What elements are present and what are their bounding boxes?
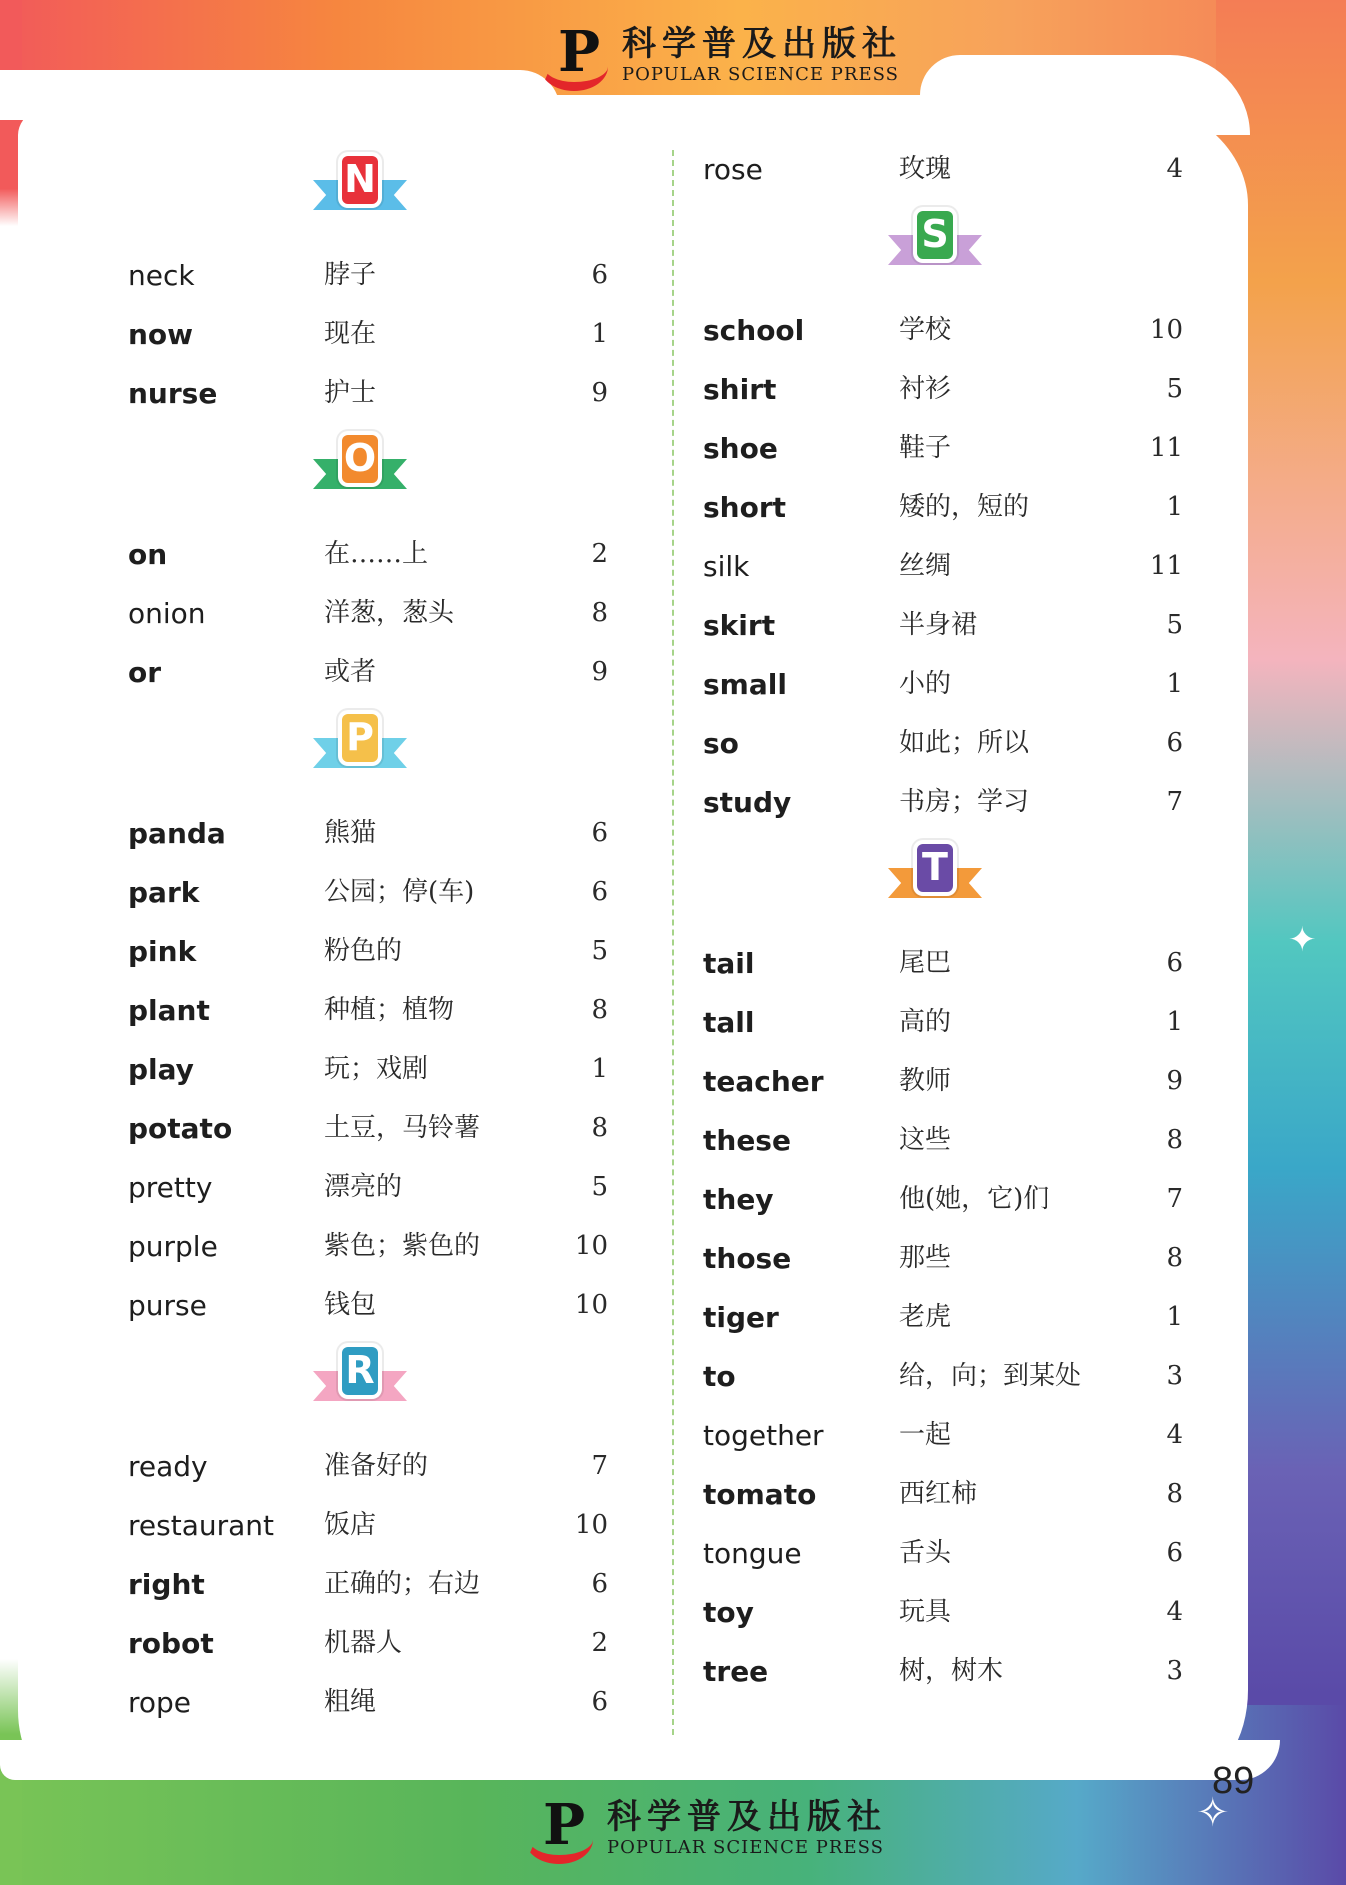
- vocab-meaning: 粉色的: [324, 936, 403, 966]
- vocab-entry: [128, 643, 608, 702]
- vocab-unit: 8: [591, 1113, 608, 1143]
- vocab-word: pretty: [128, 1171, 213, 1204]
- vocab-meaning: 那些: [899, 1243, 952, 1273]
- vocab-word: panda: [128, 817, 226, 850]
- vocab-entry: [703, 1642, 1183, 1701]
- vocab-word: teacher: [703, 1065, 824, 1098]
- vocab-meaning: 高的: [899, 1007, 952, 1037]
- vocab-word: or: [128, 656, 162, 689]
- vocab-meaning: 洋葱，葱头: [324, 598, 455, 628]
- vocab-meaning: 脖子: [324, 260, 377, 290]
- vocab-entry: [128, 305, 608, 364]
- letter-badge-icon: [313, 1348, 407, 1399]
- vocab-entry: [703, 714, 1183, 773]
- letter-heading-p: [128, 702, 608, 804]
- vocab-word: ready: [128, 1450, 208, 1483]
- vocab-unit: 1: [591, 319, 608, 349]
- letter-badge: R: [342, 1347, 378, 1395]
- vocab-meaning: 准备好的: [324, 1451, 429, 1481]
- letter-heading-t: [703, 832, 1183, 934]
- vocab-entry: [128, 1496, 608, 1555]
- vocab-unit: 2: [591, 1628, 608, 1658]
- vocab-word: school: [703, 314, 805, 347]
- vocab-word: purple: [128, 1230, 218, 1263]
- vocab-meaning: 一起: [899, 1420, 952, 1450]
- vocab-unit: 4: [1166, 154, 1183, 184]
- vocab-entry: [128, 1158, 608, 1217]
- vocab-word: to: [703, 1360, 736, 1393]
- vocab-unit: 7: [1166, 1184, 1183, 1214]
- vocab-unit: 1: [1166, 1007, 1183, 1037]
- vocab-entry: [128, 364, 608, 423]
- vocab-unit: 5: [1166, 374, 1183, 404]
- vocab-meaning: 饭店: [324, 1510, 377, 1540]
- letter-heading-s: [703, 199, 1183, 301]
- vocab-meaning: 小的: [899, 669, 952, 699]
- vocab-meaning: 鞋子: [899, 433, 952, 463]
- vocab-word: skirt: [703, 609, 776, 642]
- vocab-word: park: [128, 876, 200, 909]
- vocab-unit: 6: [591, 1687, 608, 1717]
- vocab-unit: 10: [1149, 315, 1183, 345]
- letter-badge: N: [342, 156, 378, 204]
- vocab-entry: [128, 1217, 608, 1276]
- vocab-word: rose: [703, 153, 763, 186]
- vocab-unit: 8: [1166, 1125, 1183, 1155]
- vocab-unit: 5: [1166, 610, 1183, 640]
- vocab-entry: [128, 1673, 608, 1732]
- vocab-unit: 6: [1166, 1538, 1183, 1568]
- vocab-word: so: [703, 727, 739, 760]
- vocab-meaning: 种植；植物: [324, 995, 455, 1025]
- vocab-unit: 6: [591, 260, 608, 290]
- vocab-meaning: 如此；所以: [899, 728, 1030, 758]
- vocab-meaning: 现在: [324, 319, 377, 349]
- vocab-meaning: 书房；学习: [899, 787, 1030, 817]
- letter-badge: T: [917, 844, 953, 892]
- vocab-entry: [703, 1583, 1183, 1642]
- vocab-word: those: [703, 1242, 792, 1275]
- vocab-entry: [703, 140, 1183, 199]
- vocab-entry: [128, 1555, 608, 1614]
- vocab-unit: 9: [591, 657, 608, 687]
- vocab-entry: [703, 478, 1183, 537]
- vocab-entry: [703, 934, 1183, 993]
- vocab-word: neck: [128, 259, 195, 292]
- vocab-meaning: 玫瑰: [899, 154, 952, 184]
- paper-edge: [920, 55, 1250, 135]
- vocab-word: shoe: [703, 432, 778, 465]
- vocab-word: nurse: [128, 377, 218, 410]
- letter-badge: O: [342, 435, 378, 483]
- vocab-entry: [703, 1229, 1183, 1288]
- column-divider: [672, 150, 674, 1735]
- vocab-word: purse: [128, 1289, 207, 1322]
- vocab-unit: 5: [591, 936, 608, 966]
- vocab-meaning: 舌头: [899, 1538, 952, 1568]
- vocab-word: tomato: [703, 1478, 817, 1511]
- vocab-word: shirt: [703, 373, 777, 406]
- vocab-meaning: 给，向；到某处: [899, 1361, 1082, 1391]
- vocab-meaning: 他(她，它)们: [899, 1184, 1050, 1214]
- vocab-entry: [128, 584, 608, 643]
- letter-heading-r: [128, 1335, 608, 1437]
- vocab-entry: [128, 1276, 608, 1335]
- vocab-unit: 2: [591, 539, 608, 569]
- vocab-word: tongue: [703, 1537, 802, 1570]
- vocab-entry: [128, 981, 608, 1040]
- vocab-unit: 7: [1166, 787, 1183, 817]
- paper-edge: [0, 1740, 1280, 1780]
- vocab-unit: 6: [1166, 728, 1183, 758]
- vocab-entry: [128, 525, 608, 584]
- vocab-entry: [703, 1524, 1183, 1583]
- publisher-name-cn: 科学普及出版社: [607, 1797, 887, 1837]
- vocab-word: on: [128, 538, 168, 571]
- vocab-unit: 10: [574, 1290, 608, 1320]
- vocab-word: plant: [128, 994, 210, 1027]
- vocab-entry: [703, 1406, 1183, 1465]
- vocab-word: these: [703, 1124, 791, 1157]
- vocab-unit: 3: [1166, 1361, 1183, 1391]
- vocab-unit: 11: [1149, 551, 1183, 581]
- vocab-unit: 3: [1166, 1656, 1183, 1686]
- vocab-entry: [703, 655, 1183, 714]
- vocab-entry: [703, 1052, 1183, 1111]
- letter-badge-icon: [888, 845, 982, 896]
- vocab-meaning: 树，树木: [899, 1656, 1004, 1686]
- vocab-unit: 9: [591, 378, 608, 408]
- vocab-entry: [128, 1099, 608, 1158]
- vocab-unit: 5: [591, 1172, 608, 1202]
- vocab-word: silk: [703, 550, 750, 583]
- vocab-meaning: 矮的，短的: [899, 492, 1030, 522]
- vocab-unit: 1: [1166, 1302, 1183, 1332]
- vocab-entry: [703, 1288, 1183, 1347]
- vocab-entry: [703, 1111, 1183, 1170]
- vocab-word: toy: [703, 1596, 754, 1629]
- vocab-unit: 4: [1166, 1597, 1183, 1627]
- publisher-logo-icon: P: [525, 1795, 597, 1861]
- letter-badge: P: [342, 714, 378, 762]
- vocab-unit: 1: [1166, 492, 1183, 522]
- page-number: 89: [1212, 1760, 1255, 1802]
- sparkle-icon: ✧: [1196, 1790, 1230, 1836]
- letter-badge-icon: [313, 157, 407, 208]
- vocab-entry: [703, 360, 1183, 419]
- vocab-meaning: 公园；停(车): [324, 877, 475, 907]
- vocab-entry: [703, 773, 1183, 832]
- vocab-entry: [703, 419, 1183, 478]
- vocab-word: study: [703, 786, 792, 819]
- vocab-meaning: 护士: [324, 378, 377, 408]
- vocab-entry: [703, 596, 1183, 655]
- letter-badge: S: [917, 211, 953, 259]
- vocab-meaning: 玩；戏剧: [324, 1054, 429, 1084]
- vocab-unit: 8: [591, 995, 608, 1025]
- publisher-name-en: POPULAR SCIENCE PRESS: [622, 64, 899, 85]
- vocab-word: now: [128, 318, 194, 351]
- publisher-name-cn: 科学普及出版社: [622, 24, 902, 64]
- vocab-unit: 1: [591, 1054, 608, 1084]
- publisher-header: [540, 19, 902, 88]
- vocab-word: robot: [128, 1627, 214, 1660]
- letter-heading-o: [128, 423, 608, 525]
- vocab-entry: [703, 1465, 1183, 1524]
- vocab-unit: 10: [574, 1231, 608, 1261]
- vocab-unit: 1: [1166, 669, 1183, 699]
- vocab-word: rope: [128, 1686, 192, 1719]
- letter-badge-icon: [313, 436, 407, 487]
- vocab-entry: [128, 922, 608, 981]
- vocab-meaning: 教师: [899, 1066, 952, 1096]
- vocab-meaning: 在……上: [324, 539, 429, 569]
- vocab-meaning: 钱包: [324, 1290, 377, 1320]
- vocab-entry: [703, 993, 1183, 1052]
- vocab-unit: 11: [1149, 433, 1183, 463]
- vocab-unit: 8: [1166, 1243, 1183, 1273]
- vocab-meaning: 尾巴: [899, 948, 952, 978]
- vocab-unit: 9: [1166, 1066, 1183, 1096]
- vocab-word: play: [128, 1053, 194, 1086]
- vocab-word: small: [703, 668, 787, 701]
- vocab-unit: 4: [1166, 1420, 1183, 1450]
- vocab-unit: 6: [591, 877, 608, 907]
- right-column: [703, 140, 1183, 1701]
- vocab-meaning: 漂亮的: [324, 1172, 403, 1202]
- vocab-meaning: 丝绸: [899, 551, 952, 581]
- vocab-entry: [128, 1040, 608, 1099]
- vocab-unit: 10: [574, 1510, 608, 1540]
- vocab-meaning: 这些: [899, 1125, 952, 1155]
- vocab-word: potato: [128, 1112, 233, 1145]
- letter-badge-icon: [888, 212, 982, 263]
- vocab-word: onion: [128, 597, 206, 630]
- vocab-meaning: 紫色；紫色的: [324, 1231, 481, 1261]
- vocab-entry: [128, 246, 608, 305]
- vocab-word: tree: [703, 1655, 769, 1688]
- vocab-meaning: 学校: [899, 315, 952, 345]
- publisher-logo-icon: P: [540, 22, 612, 88]
- vocab-entry: [128, 1437, 608, 1496]
- vocab-entry: [128, 804, 608, 863]
- vocab-entry: [128, 1614, 608, 1673]
- vocab-unit: 6: [1166, 948, 1183, 978]
- vocab-word: tail: [703, 947, 755, 980]
- vocab-word: tall: [703, 1006, 755, 1039]
- vocab-entry: [703, 1170, 1183, 1229]
- vocab-unit: 6: [591, 1569, 608, 1599]
- left-column: [128, 144, 608, 1732]
- vocab-word: tiger: [703, 1301, 779, 1334]
- vocab-entry: [703, 301, 1183, 360]
- star-icon: ✦: [1288, 920, 1317, 960]
- vocab-word: together: [703, 1419, 824, 1452]
- vocab-word: short: [703, 491, 787, 524]
- vocab-unit: 8: [1166, 1479, 1183, 1509]
- vocab-meaning: 正确的；右边: [324, 1569, 481, 1599]
- vocab-word: restaurant: [128, 1509, 274, 1542]
- letter-badge-icon: [313, 715, 407, 766]
- vocab-word: pink: [128, 935, 197, 968]
- vocab-unit: 6: [591, 818, 608, 848]
- vocab-entry: [128, 863, 608, 922]
- vocab-meaning: 衬衫: [899, 374, 952, 404]
- vocab-meaning: 或者: [324, 657, 377, 687]
- vocab-meaning: 机器人: [324, 1628, 403, 1658]
- vocab-word: they: [703, 1183, 774, 1216]
- publisher-footer: [525, 1792, 887, 1861]
- letter-heading-n: [128, 144, 608, 246]
- vocab-meaning: 土豆，马铃薯: [324, 1113, 481, 1143]
- paper-edge: [0, 70, 560, 120]
- vocab-meaning: 老虎: [899, 1302, 952, 1332]
- vocab-unit: 8: [591, 598, 608, 628]
- vocab-meaning: 玩具: [899, 1597, 952, 1627]
- vocab-entry: [703, 1347, 1183, 1406]
- vocab-entry: [703, 537, 1183, 596]
- vocab-unit: 7: [591, 1451, 608, 1481]
- vocab-meaning: 西红柿: [899, 1479, 978, 1509]
- vocab-meaning: 粗绳: [324, 1687, 377, 1717]
- vocab-meaning: 半身裙: [899, 610, 978, 640]
- publisher-name-en: POPULAR SCIENCE PRESS: [607, 1837, 884, 1858]
- vocab-word: right: [128, 1568, 205, 1601]
- vocab-meaning: 熊猫: [324, 818, 377, 848]
